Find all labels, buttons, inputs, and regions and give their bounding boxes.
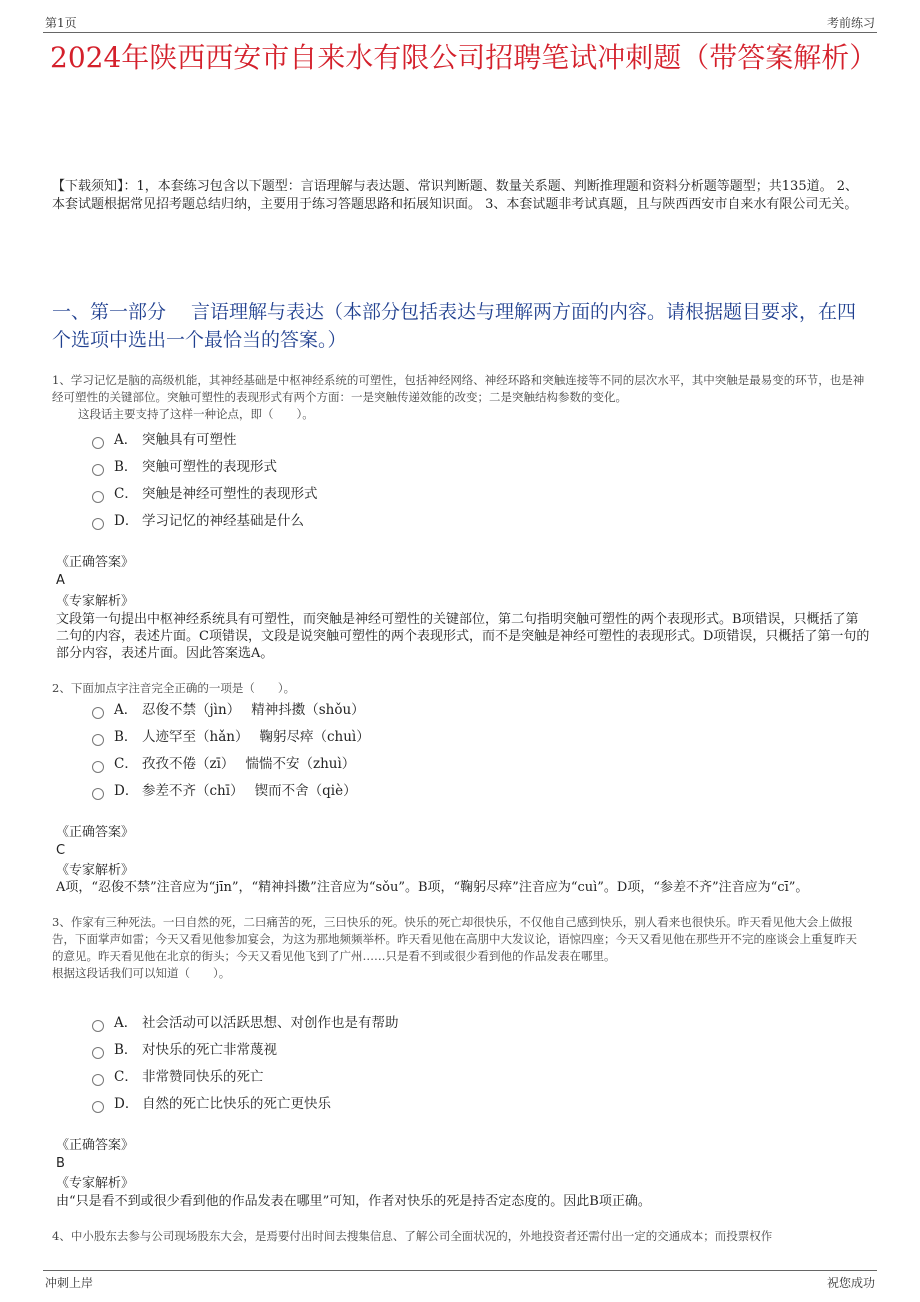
radio-icon[interactable]: [92, 1047, 104, 1059]
radio-icon[interactable]: [92, 734, 104, 746]
question-1-option-c[interactable]: [92, 484, 318, 504]
header-tag: 考前练习: [826, 16, 875, 30]
option-text: 忍俊不禁（jìn） 精神抖擞（shǒu）: [142, 702, 365, 718]
option-letter: A．: [114, 702, 138, 718]
question-2-option-c[interactable]: [92, 754, 355, 774]
question-1-answer: A: [56, 573, 65, 588]
option-text: 社会活动可以活跃思想、对创作也是有帮助: [142, 1015, 399, 1031]
question-3-option-d[interactable]: [92, 1094, 331, 1114]
radio-icon[interactable]: [92, 1101, 104, 1113]
question-1-passage: 1、学习记忆是脑的高级机能，其神经基础是中枢神经系统的可塑性，包括神经网络、神经环路和突触连接等不同的层次水平，其中突触是最易变的环节，也是神经可塑性的关键部位。突触可塑性的表现形式有两个方面：一是突触传递效能的改变；二是突触结构参数的变化。: [52, 373, 865, 404]
question-3-answer: B: [56, 1156, 65, 1171]
question-1-explanation: 文段第一句提出中枢神经系统具有可塑性，而突触是神经可塑性的关键部位，第二句指明突触可塑性的两个表现形式。B项错误，只概括了第二句的内容，表述片面。C项错误，文段是说突触可塑性的两个表现形式，而不是突触是神经可塑性的表现形式。D项错误，只概括了第一句的部分内容，表述片面。因此答案选A。: [56, 612, 870, 661]
option-text: 突触可塑性的表现形式: [142, 459, 277, 475]
option-letter: B．: [114, 729, 138, 745]
answer-label: 《正确答案》: [56, 1138, 135, 1153]
option-text: 孜孜不倦（zī） 惴惴不安（zhuì）: [142, 756, 356, 772]
question-2-answer: C: [56, 843, 66, 858]
footer-left-text: 冲刺上岸: [45, 1276, 94, 1290]
option-text: 参差不齐（chī） 锲而不舍（qiè）: [142, 783, 357, 799]
question-1-stem: [52, 372, 868, 423]
option-text: 自然的死亡比快乐的死亡更快乐: [142, 1096, 331, 1112]
radio-icon[interactable]: [92, 707, 104, 719]
section-heading: 一、第一部分 言语理解与表达（本部分包括表达与理解两方面的内容。请根据题目要求，在四个选项中选出一个最恰当的答案。）: [52, 301, 857, 351]
radio-icon[interactable]: [92, 761, 104, 773]
question-3-explanation: 由“只是看不到或很少看到他的作品发表在哪里”可知，作者对快乐的死是持否定态度的。因此B项正确。: [56, 1194, 651, 1209]
question-3-option-a[interactable]: [92, 1013, 399, 1033]
question-2-stem: 2、下面加点字注音完全正确的一项是（ ）。: [52, 681, 296, 695]
option-text: 对快乐的死亡非常蔑视: [142, 1042, 277, 1058]
option-text: 突触具有可塑性: [142, 432, 237, 448]
document-title: 2024年陕西西安市自来水有限公司招聘笔试冲刺题（带答案解析）: [50, 41, 878, 74]
option-text: 学习记忆的神经基础是什么: [142, 513, 304, 529]
answer-label: 《正确答案》: [56, 555, 135, 570]
question-2-explanation: A项，“忍俊不禁”注音应为“jīn”，“精神抖擞”注音应为“sǒu”。B项，“鞠躬尽瘁”注音应为“cuì”。D项，“参差不齐”注音应为“cī”。: [56, 880, 809, 895]
option-letter: B．: [114, 459, 138, 475]
option-letter: A．: [114, 432, 138, 448]
radio-icon[interactable]: [92, 464, 104, 476]
question-4-stem: 4、中小股东去参与公司现场股东大会，是焉要付出时间去搜集信息、了解公司全面状况的，外地投资者还需付出一定的交通成本；而投票权作: [52, 1229, 773, 1243]
question-1-option-a[interactable]: [92, 430, 237, 450]
question-1-prompt: 这段话主要支持了这样一种论点，即（ ）。: [78, 407, 314, 421]
question-3-passage: 3、作家有三种死法。一曰自然的死，二曰痛苦的死，三曰快乐的死。快乐的死亡却很快乐，不仅他自己感到快乐，别人看来也很快乐。昨天看见他大会上做报告，下面掌声如雷；今天又看见他参加宴会，为这为那地频频举杯。昨天看见他在高朋中大发议论，语惊四座；今天又看见他在那些开不完的座谈会上重复昨天的意见。昨天看见他在北京的街头；今天又看见他飞到了广州……只是看不到或很少看到他的作品发表在哪里。: [52, 915, 857, 963]
explanation-label: 《专家解析》: [56, 594, 135, 609]
option-letter: C．: [114, 1069, 138, 1085]
question-3-option-b[interactable]: [92, 1040, 277, 1060]
download-notice: 【下载须知】：1，本套练习包含以下题型：言语理解与表达题、常识判断题、数量关系题、判断推理题和资料分析题等题型；共135道。 2、本套试题根据常见招考题总结归纳，主要用于练习答题思路和拓展知识面。 3、本套试题非考试真题，且与陕西西安市自来水有限公司无关。: [52, 179, 858, 212]
radio-icon[interactable]: [92, 437, 104, 449]
answer-label: 《正确答案》: [56, 825, 135, 840]
option-letter: C．: [114, 756, 138, 772]
question-2-option-b[interactable]: [92, 727, 370, 747]
page-footer: [43, 1270, 877, 1293]
explanation-label: 《专家解析》: [56, 863, 135, 878]
page-header: [43, 12, 877, 33]
question-1-option-d[interactable]: [92, 511, 304, 531]
option-text: 突触是神经可塑性的表现形式: [142, 486, 318, 502]
radio-icon[interactable]: [92, 518, 104, 530]
explanation-label: 《专家解析》: [56, 1176, 135, 1191]
option-letter: D．: [114, 1096, 139, 1112]
option-letter: A．: [114, 1015, 138, 1031]
radio-icon[interactable]: [92, 1020, 104, 1032]
question-2-option-d[interactable]: [92, 781, 357, 801]
option-letter: D．: [114, 513, 139, 529]
option-text: 非常赞同快乐的死亡: [142, 1069, 264, 1085]
question-2-option-a[interactable]: [92, 700, 365, 720]
page-number: 第1页: [45, 16, 77, 30]
footer-right-text: 祝您成功: [826, 1276, 875, 1290]
option-text: 人迹罕至（hǎn） 鞠躬尽瘁（chuì）: [142, 729, 370, 745]
question-3-prompt: 根据这段话我们可以知道（ ）。: [52, 966, 231, 980]
radio-icon[interactable]: [92, 1074, 104, 1086]
option-letter: B．: [114, 1042, 138, 1058]
question-3-stem: [52, 914, 868, 982]
option-letter: D．: [114, 783, 139, 799]
question-3-option-c[interactable]: [92, 1067, 264, 1087]
question-1-option-b[interactable]: [92, 457, 277, 477]
radio-icon[interactable]: [92, 788, 104, 800]
radio-icon[interactable]: [92, 491, 104, 503]
option-letter: C．: [114, 486, 138, 502]
